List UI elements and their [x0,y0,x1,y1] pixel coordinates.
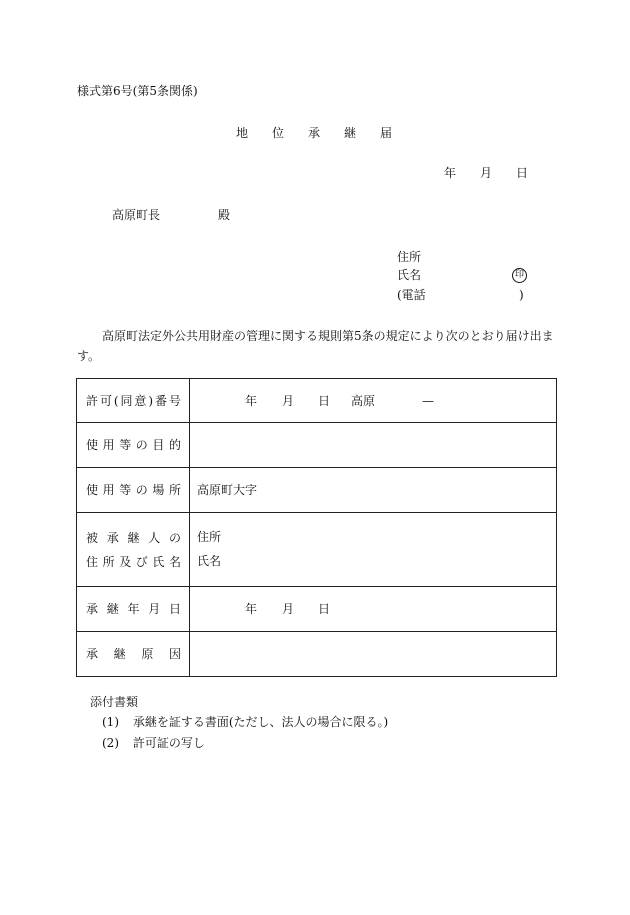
title-char: 継 [344,126,357,140]
label-char: 意 [134,393,147,408]
label-char: 可 [99,393,112,408]
table-row-permit [77,379,557,423]
value-place [190,468,557,513]
attachment-number: (1) [102,715,119,729]
label-char: 氏 [152,554,165,569]
label-char: 承 [106,530,119,545]
table-row-reason [77,632,557,677]
permit-dash: — [422,394,434,408]
label-char: 日 [168,602,181,616]
place-value: 高原町大字 [197,483,258,497]
addressee-name: 高原町長 [112,208,161,222]
title-char: 承 [308,126,321,140]
label-char: 継 [106,602,119,616]
value-successor [190,513,557,587]
label-char: び [135,554,148,569]
attachment-text: 許可証の写し [132,736,205,750]
label-char: 所 [168,483,181,497]
label-char: 同 [120,393,133,408]
label-char: 住 [86,554,99,569]
label-char: 月 [148,602,161,616]
attachment-text: 承継を証する書面(ただし、法人の場合に限る。) [132,715,389,729]
applicant-address-label: 住所 [397,250,422,264]
seal-mark: 印 [512,268,527,283]
attachments-heading: 添付書類 [90,695,139,709]
table-row-succession-date [77,587,557,632]
label-char: 継 [113,647,126,661]
title-char: 届 [380,126,393,140]
body-line-1: 高原町法定外公共用財産の管理に関する規則第5条の規定により次のとおり届け出ま [102,329,554,343]
table-row-successor [77,513,557,587]
title-char: 位 [272,126,285,140]
date-day: 日 [516,166,529,180]
permit-day: 日 [318,394,331,408]
label-reason [77,632,190,677]
value-purpose [190,423,557,468]
label-char: 名 [168,554,181,569]
label-char: 場 [152,483,165,497]
label-char: 等 [119,483,132,497]
value-reason [190,632,557,677]
label-char: 的 [168,438,181,452]
attachment-item [102,736,205,750]
label-char: 人 [148,530,161,545]
label-successor [77,513,190,587]
label-char: 用 [102,483,115,497]
value-succession-date [190,587,557,632]
label-char: の [168,530,181,545]
label-char: 原 [141,647,154,661]
label-char: ) [148,393,154,408]
label-char: 被 [86,530,99,545]
attachment-number: (2) [102,736,119,750]
form-number: 様式第6号(第5条関係) [77,84,198,98]
successor-address-label: 住所 [197,530,222,544]
permit-year: 年 [245,394,258,408]
label-purpose [77,423,190,468]
label-succession-date [77,587,190,632]
label-char: ( [113,393,119,408]
label-char: 及 [119,554,132,569]
succession-day: 日 [318,602,331,616]
table-row-place [77,468,557,513]
notification-table [76,378,557,677]
permit-month: 月 [282,394,295,408]
label-char: 所 [102,554,115,569]
date-year: 年 [444,166,457,180]
label-permit-number [77,379,190,423]
date-month: 月 [480,166,493,180]
label-char: 許 [86,393,99,408]
label-char: 承 [86,647,99,661]
label-char: 用 [102,438,115,452]
addressee-honorific: 殿 [218,208,231,222]
label-char: 使 [86,438,99,452]
label-place [77,468,190,513]
table-row-purpose [77,423,557,468]
applicant-phone-close: ) [519,288,524,302]
applicant-phone-open: (電話 [397,288,426,302]
permit-prefix: 高原 [351,394,376,408]
label-char: 使 [86,483,99,497]
label-char: の [135,483,148,497]
attachment-item [102,715,388,729]
label-char: 年 [127,602,140,616]
successor-name-label: 氏名 [197,554,222,568]
body-line-2: す。 [77,349,101,363]
label-char: 号 [168,393,181,408]
title-char: 地 [236,126,249,140]
label-char: 等 [119,438,132,452]
applicant-name-label: 氏名 [397,268,422,282]
label-char: 番 [154,393,167,408]
succession-year: 年 [245,602,258,616]
value-permit-number [190,379,557,423]
label-char: 承 [86,602,99,616]
succession-month: 月 [282,602,295,616]
label-char: 因 [168,647,181,661]
label-char: 継 [127,530,140,545]
label-char: の [135,438,148,452]
label-char: 目 [152,438,165,452]
